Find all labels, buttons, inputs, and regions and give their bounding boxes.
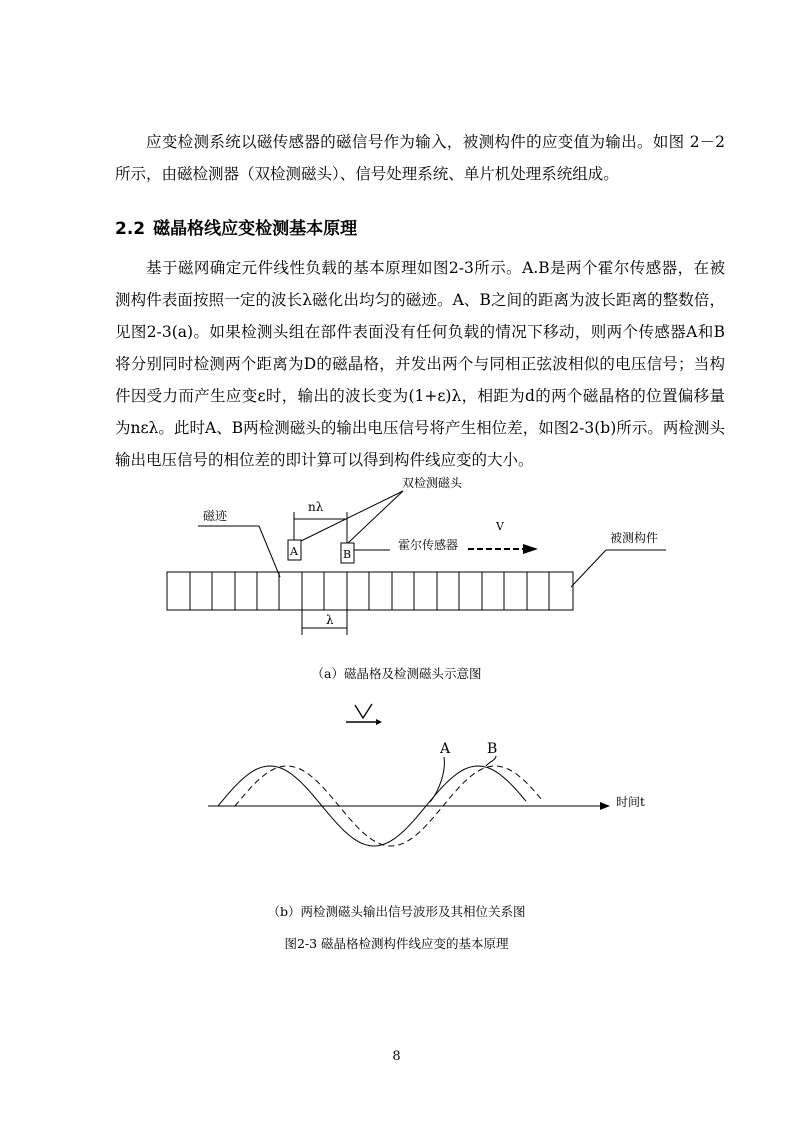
- label-dual-head: 双检测磁头: [402, 476, 463, 490]
- label-velocity-a: V: [496, 520, 504, 533]
- paragraph-intro: 应变检测系统以磁传感器的磁信号作为输入，被测构件的应变值为输出。如图 2－2所示，由磁检测器（双检测磁头）、信号处理系统、单片机处理系统组成。: [115, 133, 725, 183]
- magnetic-strip: [167, 572, 573, 610]
- leader-member: [571, 550, 606, 587]
- label-track: 磁迹: [203, 509, 228, 523]
- label-lambda: λ: [326, 613, 334, 627]
- leader-track: [259, 526, 280, 577]
- figure-a-diagram: [167, 491, 666, 635]
- leader-wave-b: [486, 756, 496, 766]
- time-axis-arrowhead: [600, 802, 610, 810]
- label-n-lambda: nλ: [308, 500, 324, 514]
- label-hall-sensor: 霍尔传感器: [398, 538, 459, 552]
- leader-dual-head-b: [348, 491, 403, 543]
- section-title: 磁晶格线应变检测基本原理: [153, 219, 358, 239]
- figure-b-caption: （b）两检测磁头输出信号波形及其相位关系图: [267, 904, 526, 919]
- figure-a-caption: （a）磁晶格及检测磁头示意图: [311, 666, 482, 681]
- paragraph-principle: 基于磁网确定元件线性负载的基本原理如图2-3所示。A.B是两个霍尔传感器，在被测构件表面按照一定的波长λ磁化出均匀的磁迹。A、B之间的距离为波长距离的整数倍，见图2-3(a)。如果检测头组在部件表面没有任何负载的情况下移动，则两个传感器A和B将分别同时检测两个距离为D的磁晶格，并发出两个与同相正弦波相似的电压信号；当构件因受力而产生应变ε时，输出的波长变为(1+ε)λ，相距为d的两个磁晶格的位置偏移量为nελ。此时A、B两检测磁头的输出电压信号将产生相位差，如图2-3(b)所示。两检测头输出电压信号的相位差的即计算可以得到构件线应变的大小。: [115, 259, 725, 469]
- leader-dual-head-a: [301, 491, 403, 541]
- label-member: 被测构件: [610, 531, 659, 545]
- label-sensor-b: B: [343, 548, 352, 561]
- velocity-v-mark: [355, 704, 372, 718]
- velocity-indicator-arrowhead: [376, 719, 382, 725]
- leader-wave-a: [430, 757, 444, 802]
- label-wave-b: B: [487, 741, 498, 757]
- label-sensor-a: A: [290, 545, 298, 558]
- label-wave-a: A: [440, 741, 451, 757]
- label-time-axis: 时间t: [616, 795, 645, 809]
- figure-caption: 图2-3 磁晶格检测构件线应变的基本原理: [284, 936, 509, 951]
- section-number: 2.2: [115, 219, 146, 239]
- figure-a-labels: [203, 475, 658, 627]
- grid-lines: [190, 572, 549, 610]
- page-number: 8: [392, 1049, 401, 1064]
- figure-b-labels: [439, 741, 645, 809]
- figure-b-diagram: [208, 704, 610, 846]
